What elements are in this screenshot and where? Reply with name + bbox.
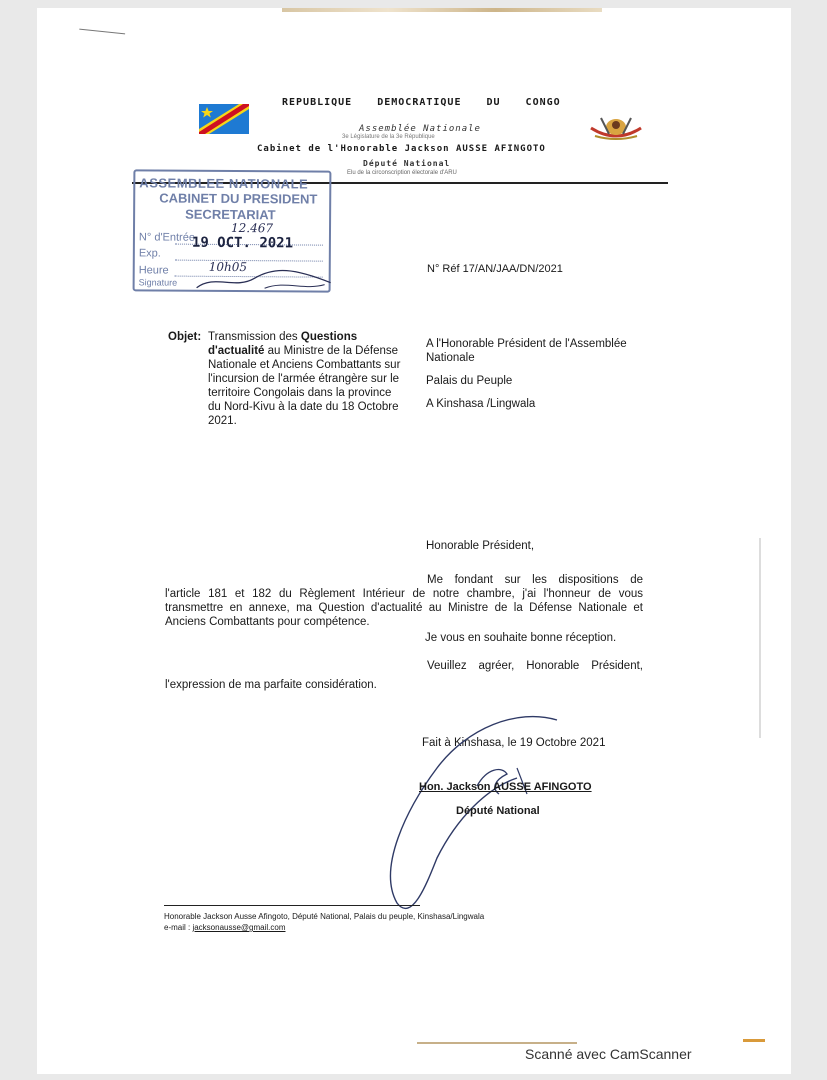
stamp-line-1: ASSEMBLEE NATIONALE (139, 175, 309, 192)
recipient-block (426, 337, 656, 411)
closing-line-2: l'expression de ma parfaite considération. (165, 679, 377, 691)
header-country: REPUBLIQUE DEMOCRATIQUE DU CONGO (282, 97, 561, 108)
object-text-start: Transmission des (208, 331, 301, 343)
object-text (208, 330, 403, 428)
object-label: Objet: (168, 331, 202, 343)
stamp-dots (175, 260, 323, 262)
object-text-end: au Ministre de la Défense Nationale et Anciens Combattants sur l'incursion de l'armée étrangère sur le territoire Congolais dans la province du Nord-Kivu à la date du 18 Octobre 2021. (208, 345, 401, 427)
stamp-date: 19 OCT. 2021 (191, 234, 294, 252)
corner-mark (743, 1039, 765, 1042)
stamp-field-number: N° d'Entrée (138, 231, 196, 244)
recipient-line-2: Palais du Peuple (426, 375, 513, 387)
footer-email-link[interactable]: jacksonausse@gmail.com (192, 923, 286, 932)
paragraph-body: l'article 181 et 182 du Règlement Intérieur de notre chambre, j'ai l'honneur de vous transmettre en annexe, ma Question d'actualité au Ministre de la Défense Nationale et Anciens Combattants pour compétence. (165, 588, 643, 628)
drc-flag-icon (199, 104, 249, 134)
bottom-edge (417, 1042, 577, 1044)
closing-line-1: Veuillez agréer, Honorable Président, (427, 660, 643, 672)
footer-email (164, 923, 286, 932)
header-cabinet: Cabinet de l'Honorable Jackson AUSSE AFINGOTO (257, 144, 546, 154)
salutation: Honorable Président, (426, 540, 535, 552)
footer-rule (164, 905, 420, 906)
scan-edge (282, 8, 602, 12)
recipient-line-3: A Kinshasa /Lingwala (426, 398, 536, 410)
recipient-line-1: A l'Honorable Président de l'Assemblée Nationale (426, 338, 627, 364)
stamp-line-2: CABINET DU PRESIDENT (159, 190, 318, 207)
scan-mark (79, 29, 125, 39)
paragraph-indent: Me fondant sur les dispositions de (427, 574, 643, 586)
stamp-hour-handwritten: 10h05 (208, 259, 248, 275)
camscanner-watermark: Scanné avec CamScanner (525, 1046, 692, 1062)
header-legislature: 3e Législature de la 3e République (342, 134, 435, 140)
footer-address: Honorable Jackson Ausse Afingoto, Député National, Palais du peuple, Kinshasa/Lingwala (164, 912, 485, 921)
coat-of-arms-icon (585, 114, 647, 146)
letter-page (37, 8, 791, 1074)
signatory-name: Hon. Jackson AUSSE AFINGOTO (419, 781, 592, 793)
stamp-field-exp: Exp. (138, 247, 161, 260)
reception-line: Je vous en souhaite bonne réception. (425, 632, 617, 644)
object-text-bold: Questions d'actualité (208, 331, 358, 357)
footer-email-label: e-mail : (164, 923, 193, 932)
signatory-title: Député National (456, 805, 540, 817)
reception-stamp (133, 169, 332, 292)
header-assembly: Assemblée Nationale (359, 124, 481, 134)
stamp-number-handwritten: 12.467 (230, 220, 274, 236)
stamp-field-signature: Signature (138, 277, 178, 288)
reference-number: N° Réf 17/AN/JAA/DN/2021 (427, 263, 563, 275)
stamp-signature-scribble (195, 264, 335, 295)
stamp-line-3: SECRETARIAT (185, 206, 276, 223)
header-constituency: Elu de la circonscription électorale d'ARU (347, 170, 457, 176)
header-role: Député National (363, 159, 451, 168)
stamp-field-hour: Heure (138, 264, 169, 277)
right-margin-mark (759, 538, 761, 738)
place-date: Fait à Kinshasa, le 19 Octobre 2021 (422, 737, 606, 749)
